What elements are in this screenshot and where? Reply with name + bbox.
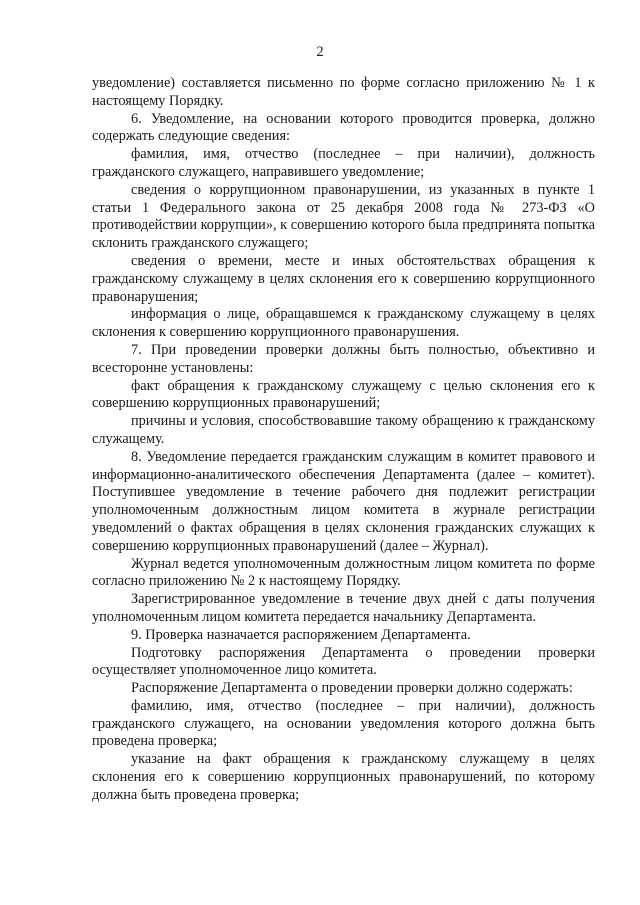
- paragraph-item-8: 8. Уведомление передается гражданским служащим в комитет правового и информационно-аналитического обеспечения Департамента (далее – комитет). Поступившее уведомление в течение рабочего дня подлежит регистрации уполномоченным должностным лицом комитета в журнале регистрации уведомлений о фактах обращения в целях склонения гражданских служащих к совершению коррупционных правонарушений (далее – Журнал).: [92, 448, 595, 554]
- paragraph-9-preparation: Подготовку распоряжения Департамента о проведении проверки осуществляет уполномоченное лицо комитета.: [92, 644, 595, 679]
- document-body: [92, 75, 595, 805]
- page-number: 2: [316, 44, 324, 60]
- paragraph-item-9: 9. Проверка назначается распоряжением Департамента.: [131, 626, 471, 643]
- paragraph-continuation: уведомление) составляется письменно по форме согласно приложению № 1 к настоящему Порядку.: [92, 75, 595, 109]
- paragraph-6-circumstances: сведения о времени, месте и иных обстоятельствах обращения к гражданскому служащему в целях склонения его к совершению коррупционного правонарушения;: [92, 252, 595, 305]
- paragraph-8-journal: Журнал ведется уполномоченным должностным лицом комитета по форме согласно приложению № 2 к настоящему Порядку.: [92, 555, 595, 590]
- paragraph-8-registered: Зарегистрированное уведомление в течение двух дней с даты получения уполномоченным лицом комитета передается начальнику Департамента.: [92, 591, 595, 625]
- paragraph-item-7: 7. При проведении проверки должны быть полностью, объективно и всесторонне установлены:: [92, 341, 595, 376]
- paragraph-item-6: 6. Уведомление, на основании которого проводится проверка, должно содержать следующие сведения:: [92, 110, 595, 145]
- paragraph-7-fact: факт обращения к гражданскому служащему с целью склонения его к совершению коррупционных правонарушений;: [92, 377, 595, 412]
- paragraph-9-fio: фамилию, имя, отчество (последнее – при наличии), должность гражданского служащего, на основании уведомления которого должна быть проведена проверка;: [92, 697, 595, 750]
- paragraph-6-violation-info: сведения о коррупционном правонарушении, из указанных в пункте 1 статьи 1 Федерального закона от 25 декабря 2008 года № 273-ФЗ «О противодействии коррупции», к совершению которого была предпринята попытка склонить гражданского служащего;: [92, 181, 595, 252]
- paragraph-9-fact: указание на факт обращения к гражданскому служащему в целях склонения его к совершению коррупционных правонарушений, по которому должна быть проведена проверка;: [92, 751, 595, 803]
- paragraph-6-fio: фамилия, имя, отчество (последнее – при наличии), должность гражданского служащего, направившего уведомление;: [92, 146, 595, 180]
- paragraph-7-reasons: причины и условия, способствовавшие такому обращению к гражданскому служащему.: [92, 413, 595, 447]
- paragraph-6-person-info: информация о лице, обращавшемся к гражданскому служащему в целях склонения к совершению коррупционного правонарушения.: [92, 306, 595, 341]
- paragraph-9-order-contents: Распоряжение Департамента о проведении проверки должно содержать:: [131, 680, 573, 697]
